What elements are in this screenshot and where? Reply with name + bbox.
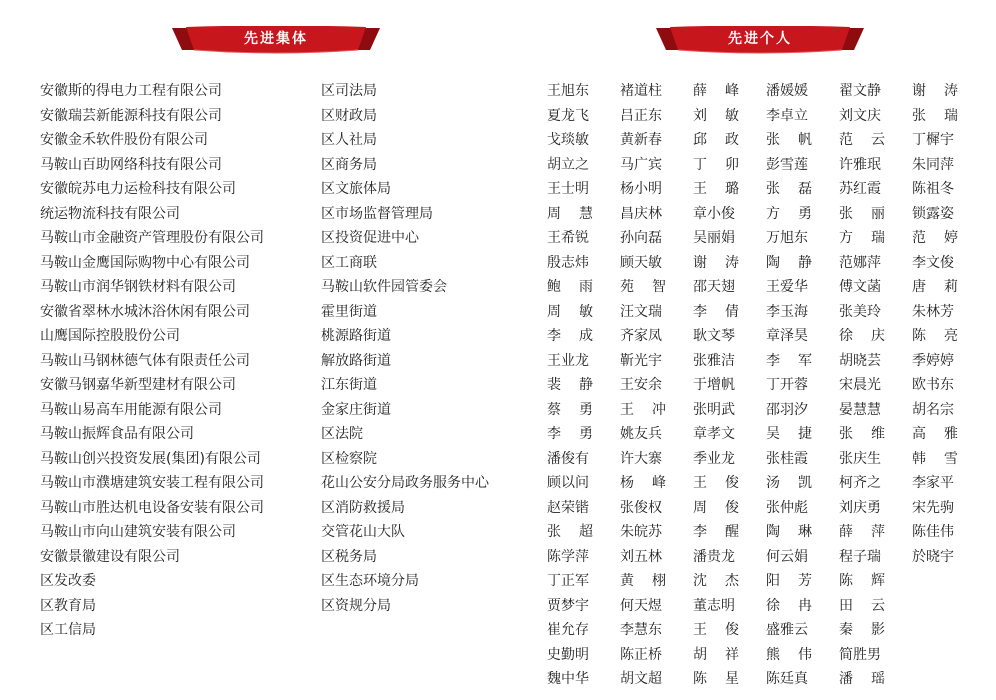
individual-name: 陶静 <box>766 254 812 271</box>
individual-name: 汤凯 <box>766 475 812 491</box>
individual-name: 秦影 <box>839 622 885 638</box>
individual-name: 孙向磊 <box>620 230 662 246</box>
individual-name: 王璐 <box>693 181 739 197</box>
individual-name: 吴捷 <box>766 426 812 442</box>
individual-name: 范云 <box>839 132 885 148</box>
individual-name: 张维 <box>839 426 885 442</box>
individual-name: 胡名宗 <box>912 401 954 418</box>
individual-name: 张瑞 <box>912 107 958 124</box>
individual-name: 顾以问 <box>547 475 589 491</box>
individual-name: 张雅洁 <box>693 352 735 369</box>
individual-name: 李成 <box>547 328 593 344</box>
collective-item: 安徽景徽建设有限公司 <box>40 548 180 565</box>
collective-item: 区商务局 <box>321 156 377 173</box>
individual-name: 章小俊 <box>693 205 735 222</box>
individual-name: 章孝文 <box>693 426 735 442</box>
individual-name <box>912 594 958 619</box>
individual-name: 王希锐 <box>547 230 589 246</box>
individual-name: 史勤明 <box>547 646 589 663</box>
individual-name: 丁开蓉 <box>766 377 808 393</box>
individual-name: 周慧 <box>547 205 593 222</box>
collective-item: 区消防救援局 <box>321 499 405 516</box>
individual-name: 周敏 <box>547 303 593 320</box>
collective-item: 区投资促进中心 <box>321 230 419 246</box>
individual-name <box>912 569 958 594</box>
individual-name: 李军 <box>766 352 812 369</box>
individual-name: 张庆生 <box>839 450 881 467</box>
collective-item: 区检察院 <box>321 450 377 467</box>
individual-name: 陈祖冬 <box>912 181 954 197</box>
collective-item: 山鹰国际控股股份公司 <box>40 328 180 344</box>
individual-name: 殷志炜 <box>547 254 589 271</box>
individual-name: 李文俊 <box>912 254 954 271</box>
individual-name: 苏红霞 <box>839 181 881 197</box>
individual-name: 方勇 <box>766 205 812 222</box>
individual-name: 张美玲 <box>839 303 881 320</box>
individual-name: 万旭东 <box>766 230 808 246</box>
individual-name: 张明武 <box>693 401 735 418</box>
individual-name: 丁樨宇 <box>912 132 954 148</box>
collective-item: 安徽皖苏电力运检科技有限公司 <box>40 181 236 197</box>
individual-name: 许大寨 <box>620 450 662 467</box>
individual-name: 锁露姿 <box>912 205 954 222</box>
individual-name: 翟文静 <box>839 83 881 99</box>
individual-name: 裴静 <box>547 377 593 393</box>
individual-name: 王旭东 <box>547 83 589 99</box>
individual-name: 耿文琴 <box>693 328 735 344</box>
collective-item: 马鞍山百助网络科技有限公司 <box>40 156 222 173</box>
individual-name: 苑智 <box>620 279 666 295</box>
collective-item: 区司法局 <box>321 83 377 99</box>
collective-item: 马鞍山市濮塘建筑安装工程有限公司 <box>40 475 264 491</box>
individual-name: 阳芳 <box>766 573 812 589</box>
individual-name: 何云娟 <box>766 548 808 565</box>
individual-banner <box>656 26 864 54</box>
individual-name: 朱同萍 <box>912 156 954 173</box>
individual-name: 齐家凤 <box>620 328 662 344</box>
collective-item: 解放路街道 <box>321 352 391 369</box>
individual-name: 李倩 <box>693 303 739 320</box>
collective-item: 马鞍山软件园管委会 <box>321 279 447 295</box>
individual-name: 唐莉 <box>912 279 958 295</box>
individual-name: 丁卯 <box>693 156 739 173</box>
individual-name: 李慧东 <box>620 622 662 638</box>
collective-item: 安徽省翠林水城沐浴休闲有限公司 <box>40 303 250 320</box>
individual-name: 於晓宇 <box>912 548 954 565</box>
individual-name: 吴丽娟 <box>693 230 735 246</box>
individual-name: 王爱华 <box>766 279 808 295</box>
individual-name: 谢涛 <box>693 254 739 271</box>
individual-name: 程子瑞 <box>839 548 881 565</box>
individual-name: 高雅 <box>912 426 958 442</box>
individual-name-grid <box>547 79 992 692</box>
individual-name: 刘庆勇 <box>839 499 881 516</box>
individual-name: 潘俊有 <box>547 450 589 467</box>
individual-name: 许雅珉 <box>839 156 881 173</box>
individual-name: 李玉海 <box>766 303 808 320</box>
individual-name: 欧书东 <box>912 377 954 393</box>
individual-name: 潘贵龙 <box>693 548 735 565</box>
individual-name: 戈琰敏 <box>547 132 589 148</box>
individual-name: 胡晓芸 <box>839 352 881 369</box>
individual-name: 邵羽汐 <box>766 401 808 418</box>
collective-item: 安徽瑞芸新能源科技有限公司 <box>40 107 222 124</box>
collective-item: 马鞍山振辉食品有限公司 <box>40 426 194 442</box>
individual-name: 张仲彪 <box>766 499 808 516</box>
collective-item: 马鞍山金鹰国际购物中心有限公司 <box>40 254 250 271</box>
collective-item: 马鞍山市金融资产管理股份有限公司 <box>40 230 264 246</box>
individual-name: 杨峰 <box>620 475 666 491</box>
collective-item: 区生态环境分局 <box>321 573 419 589</box>
collective-item: 区发改委 <box>40 573 96 589</box>
individual-name: 范婷 <box>912 230 958 246</box>
individual-name: 蔡勇 <box>547 401 593 418</box>
individual-name: 朱皖苏 <box>620 524 662 540</box>
individual-name: 范娜萍 <box>839 254 881 271</box>
individual-name: 刘敏 <box>693 107 739 124</box>
individual-name: 靳光宇 <box>620 352 662 369</box>
individual-name: 王安余 <box>620 377 662 393</box>
individual-name: 丁正军 <box>547 573 589 589</box>
collective-banner <box>172 26 380 54</box>
collective-item: 安徽斯的得电力工程有限公司 <box>40 83 222 99</box>
individual-name: 邱政 <box>693 132 739 148</box>
individual-name: 魏中华 <box>547 671 589 687</box>
collective-item: 区税务局 <box>321 548 377 565</box>
individual-name: 陈廷真 <box>766 671 808 687</box>
individual-name: 昌庆林 <box>620 205 662 222</box>
individual-name: 张俊权 <box>620 499 662 516</box>
individual-name: 张超 <box>547 524 593 540</box>
collective-item: 马鞍山马钢林德气体有限责任公司 <box>40 352 250 369</box>
individual-name: 张桂霞 <box>766 450 808 467</box>
individual-name: 盛雅云 <box>766 622 808 638</box>
individual-banner-title: 先进个人 <box>728 31 792 47</box>
individual-name: 宋先驹 <box>912 499 954 516</box>
individual-name: 晏慧慧 <box>839 401 881 418</box>
collective-list-column-1 <box>40 79 310 643</box>
collective-item: 统运物流科技有限公司 <box>40 205 180 222</box>
individual-name: 鲍雨 <box>547 279 593 295</box>
collective-item: 交管花山大队 <box>321 524 405 540</box>
individual-name: 张帆 <box>766 132 812 148</box>
individual-name: 陈佳伟 <box>912 524 954 540</box>
individual-name: 黄新春 <box>620 132 662 148</box>
collective-item: 安徽金禾软件股份有限公司 <box>40 132 208 148</box>
collective-item: 马鞍山市胜达机电设备安装有限公司 <box>40 499 264 516</box>
individual-name: 章泽昊 <box>766 328 808 344</box>
individual-name: 韩雪 <box>912 450 958 467</box>
individual-name: 王俊 <box>693 622 739 638</box>
collective-item: 区工商联 <box>321 254 377 271</box>
individual-name: 柯齐之 <box>839 475 881 491</box>
individual-name <box>912 667 958 692</box>
collective-item: 江东街道 <box>321 377 377 393</box>
individual-name: 宋晨光 <box>839 377 881 393</box>
individual-name: 季业龙 <box>693 450 735 467</box>
individual-name: 方瑞 <box>839 230 885 246</box>
individual-name: 季婷婷 <box>912 352 954 369</box>
individual-name <box>912 618 958 643</box>
individual-name <box>912 643 958 668</box>
individual-name: 杨小明 <box>620 181 662 197</box>
collective-item: 金家庄街道 <box>321 401 391 418</box>
collective-item: 花山公安分局政务服务中心 <box>321 475 489 491</box>
individual-name: 王俊 <box>693 475 739 491</box>
individual-name: 胡文超 <box>620 671 662 687</box>
individual-name: 邵天翅 <box>693 279 735 295</box>
collective-item: 区法院 <box>321 426 363 442</box>
collective-item: 马鞍山易高车用能源有限公司 <box>40 401 222 418</box>
individual-name: 马广宾 <box>620 156 662 173</box>
collective-item: 马鞍山市润华钢铁材料有限公司 <box>40 279 236 295</box>
individual-name: 崔允存 <box>547 622 589 638</box>
individual-name: 陈学萍 <box>547 548 589 565</box>
individual-name: 陈星 <box>693 671 739 687</box>
individual-name: 沈杰 <box>693 573 739 589</box>
individual-name: 胡祥 <box>693 646 739 663</box>
collective-item: 区人社局 <box>321 132 377 148</box>
individual-name: 张磊 <box>766 181 812 197</box>
collective-item: 桃源路街道 <box>321 328 391 344</box>
individual-name: 李醒 <box>693 524 739 540</box>
collective-item: 马鞍山创兴投资发展(集团)有限公司 <box>40 450 261 467</box>
individual-name: 姚友兵 <box>620 426 662 442</box>
individual-name: 薛峰 <box>693 83 739 99</box>
individual-name: 陶琳 <box>766 524 812 540</box>
individual-name: 朱林芳 <box>912 303 954 320</box>
individual-name: 胡立之 <box>547 156 589 173</box>
collective-item: 区资规分局 <box>321 597 391 614</box>
individual-name: 潘瑶 <box>839 671 885 687</box>
individual-name: 王冲 <box>620 401 666 418</box>
collective-list-column-2 <box>321 79 541 618</box>
collective-item: 区市场监督管理局 <box>321 205 433 222</box>
collective-item: 马鞍山市向山建筑安装有限公司 <box>40 524 236 540</box>
individual-name: 赵荣锴 <box>547 499 589 516</box>
collective-item: 区教育局 <box>40 597 96 614</box>
individual-name: 褚道柱 <box>620 83 662 99</box>
individual-name: 何天煜 <box>620 597 662 614</box>
individual-name: 黄栩 <box>620 573 666 589</box>
individual-name: 李勇 <box>547 426 593 442</box>
individual-name: 贾梦宇 <box>547 597 589 614</box>
individual-name: 谢涛 <box>912 83 958 99</box>
individual-name: 陈辉 <box>839 573 885 589</box>
individual-name: 王士明 <box>547 181 589 197</box>
individual-name: 刘五林 <box>620 548 662 565</box>
individual-name: 张丽 <box>839 205 885 222</box>
individual-name: 陈亮 <box>912 328 958 344</box>
individual-name: 吕正东 <box>620 107 662 124</box>
individual-name: 刘文庆 <box>839 107 881 124</box>
individual-name: 彭雪莲 <box>766 156 808 173</box>
collective-item: 区工信局 <box>40 622 96 638</box>
collective-banner-title: 先进集体 <box>244 31 308 47</box>
individual-name: 徐庆 <box>839 328 885 344</box>
individual-name: 汪文瑞 <box>620 303 662 320</box>
individual-name: 董志明 <box>693 597 735 614</box>
individual-name: 田云 <box>839 597 885 614</box>
collective-item: 区财政局 <box>321 107 377 124</box>
individual-name: 周俊 <box>693 499 739 516</box>
individual-name: 潘媛媛 <box>766 83 808 99</box>
individual-name: 傅文菡 <box>839 279 881 295</box>
individual-name: 薛萍 <box>839 524 885 540</box>
collective-item: 安徽马钢嘉华新型建材有限公司 <box>40 377 236 393</box>
individual-name: 于增帆 <box>693 377 735 393</box>
individual-name: 李卓立 <box>766 107 808 124</box>
collective-item: 区文旅体局 <box>321 181 391 197</box>
individual-name: 李家平 <box>912 475 954 491</box>
individual-name: 顾天敏 <box>620 254 662 271</box>
individual-name: 夏龙飞 <box>547 107 589 124</box>
individual-name: 徐冉 <box>766 597 812 614</box>
individual-name: 简胜男 <box>839 646 881 663</box>
individual-name: 陈正桥 <box>620 646 662 663</box>
individual-name: 熊伟 <box>766 646 812 663</box>
collective-item: 霍里街道 <box>321 303 377 320</box>
individual-name: 王业龙 <box>547 352 589 369</box>
